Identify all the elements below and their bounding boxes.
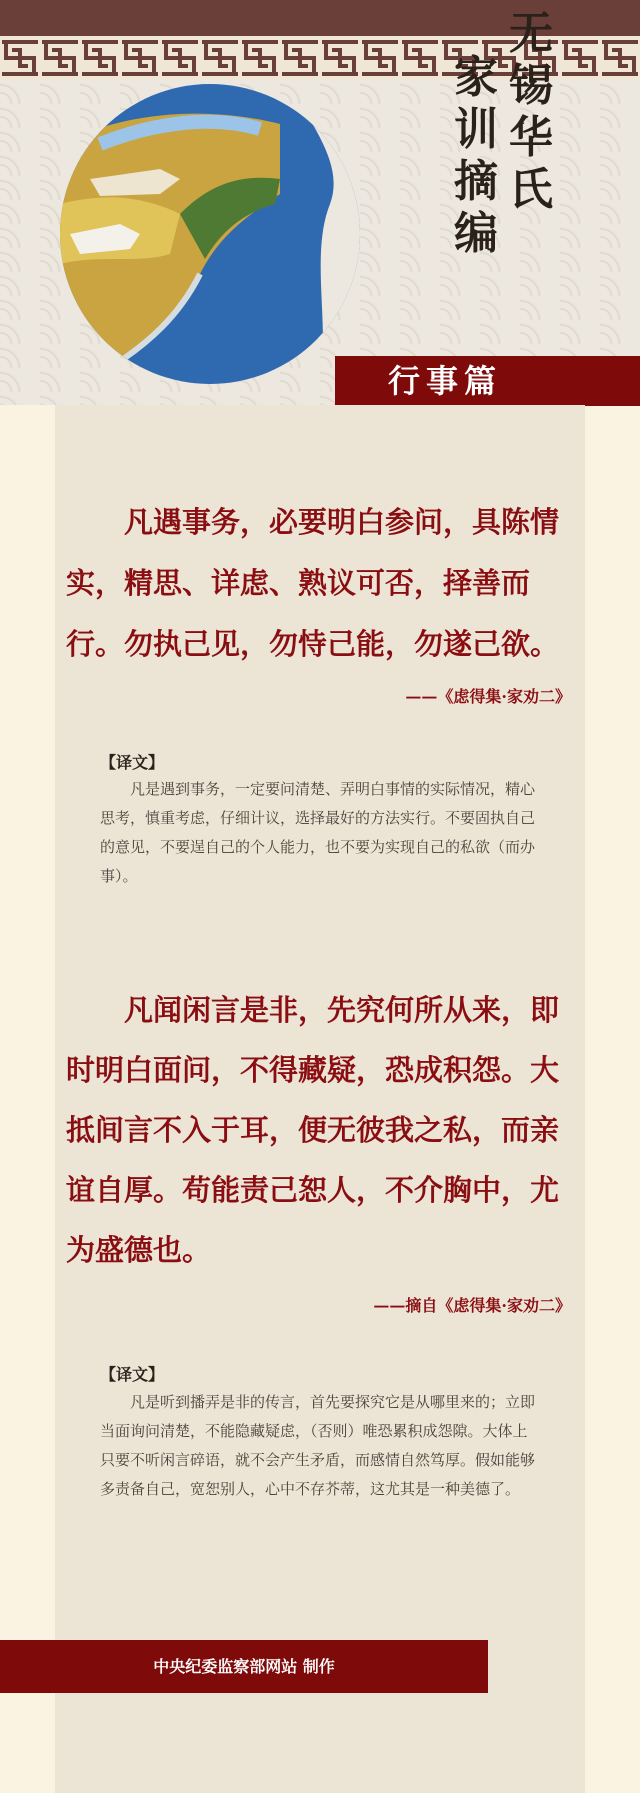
landscape-photo-icon — [60, 84, 360, 384]
footer-banner — [0, 1640, 488, 1693]
title-line-1: 无锡华氏 — [509, 8, 553, 215]
translation-2-label: 【译文】 — [100, 1365, 165, 1384]
quote-1-source: ——《虑得集·家劝二》 — [405, 687, 571, 706]
footer-credit: 中央纪委监察部网站 制作 — [153, 1657, 335, 1676]
translation-2 — [100, 1388, 542, 1504]
quote-1 — [66, 492, 574, 675]
quote-2-text: 凡闻闲言是非，先究何所从来，即时明白面问，不得藏疑，恐成积怨。大抵间言不入于耳，便无彼我之私，而亲谊自厚。苟能责己恕人，不介胸中，尤为盛德也。 — [66, 993, 560, 1267]
section-banner — [335, 356, 640, 406]
quote-2 — [66, 980, 574, 1280]
translation-1 — [100, 775, 542, 891]
title-line-2: 家训摘编 — [454, 52, 498, 259]
section-title: 行事篇 — [387, 362, 502, 400]
translation-1-label: 【译文】 — [100, 753, 165, 772]
translation-2-text: 凡是听到播弄是非的传言，首先要探究它是从哪里来的；立即当面询问清楚，不能隐藏疑虑，（否则）唯恐累积成怨隙。大体上只要不听闲言碎语，就不会产生矛盾，而感情自然笃厚。假如能够多责备自己，宽恕别人，心中不存芥蒂，这尤其是一种美德了。 — [100, 1393, 536, 1498]
quote-2-source: ——摘自《虑得集·家劝二》 — [373, 1296, 571, 1315]
quote-1-text: 凡遇事务，必要明白参问，具陈情实，精思、详虑、熟议可否，择善而行。勿执己见，勿恃己能，勿遂己欲。 — [66, 505, 560, 661]
translation-1-text: 凡是遇到事务，一定要问清楚、弄明白事情的实际情况，精心思考，慎重考虑，仔细计议，选择最好的方法实行。不要固执自己的意见，不要逞自己的个人能力，也不要为实现自己的私欲（而办事）。 — [100, 780, 536, 885]
